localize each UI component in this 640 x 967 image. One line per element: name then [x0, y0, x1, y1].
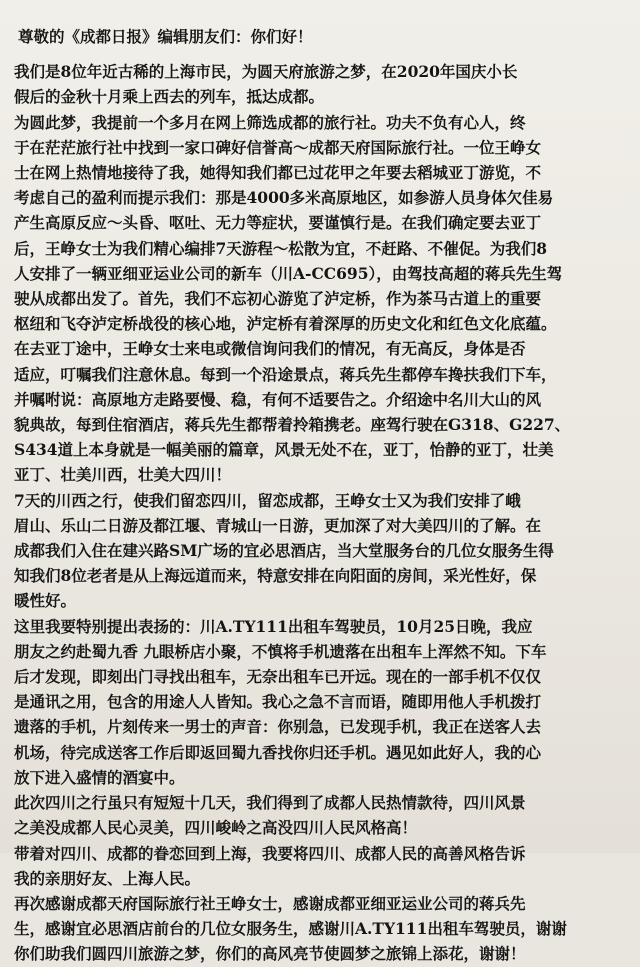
letter-line: 我们是8位年近古稀的上海市民，为圆天府旅游之梦，在2020年国庆小长 [14, 62, 518, 82]
letter-line: 朋友之约赴蜀九香 九眼桥店小聚，不慎将手机遗落在出租车上浑然不知。下车 [14, 641, 547, 661]
letter-line: 是通讯之用，包含的用途人人皆知。我心之急不言而语，随即用他人手机拨打 [14, 692, 542, 712]
paragraph-gap [14, 49, 626, 59]
letter-line: 考虑自己的盈利而提示我们：那是4000多米高原地区，如参游人员身体欠佳易 [14, 188, 554, 208]
letter-line: 人安排了一辆亚细亚运业公司的新车（川A-CC695），由驾技高超的蒋兵先生驾 [14, 263, 563, 283]
letter-line: 成都我们入住在建兴路SM广场的宜必思酒店，当大堂服务台的几位女服务生得 [14, 541, 554, 561]
letter-line: 带着对四川、成都的眷恋回到上海，我要将四川、成都人民的高善风格告诉 [14, 843, 526, 863]
letter-line: 生，感谢宜必思酒店前台的几位女服务生，感谢川A.TY111出租车驾驶员，谢谢 [14, 919, 567, 939]
letter-line: 并嘱咐说：高原地方走路要慢、稳，有何不适要告之。介绍途中名川大山的风 [14, 389, 542, 409]
letter-line: 放下进入盛情的酒宴中。 [14, 767, 185, 787]
letter-line: 适应，叮嘱我们注意休息。每到一个沿途景点，蒋兵先生都停车搀扶我们下车， [14, 364, 557, 384]
letter-line: 知我们8位老者是从上海远道而来，特意安排在向阳面的房间，采光性好，保 [14, 566, 537, 586]
letter-line: 后才发现，即刻出门寻找出租车，无奈出租车已开远。现在的一部手机不仅仅 [14, 667, 542, 687]
letter-line: 我的亲朋好友、上海人民。 [14, 868, 201, 888]
letter-line: 遗落的手机，片刻传来一男士的声音：你别急，已发现手机，我正在送客人去 [14, 717, 542, 737]
letter-line: 驶从成都出发了。首先，我们不忘初心游览了泸定桥，作为茶马古道上的重要 [14, 289, 542, 309]
letter-line: 貌典故，每到住宿酒店，蒋兵先生都帮着拎箱携老。座驾行驶在G318、G227、 [14, 415, 571, 435]
letter-line: 枢纽和飞夺泸定桥战役的核心地，泸定桥有着深厚的历史文化和红色文化底蕴。 [14, 314, 557, 334]
letter-line: 机场，待完成送客工作后即返回蜀九香找你归还手机。遇见如此好人，我的心 [14, 742, 542, 762]
letter-line: 为圆此梦，我提前一个多月在网上筛选成都的旅行社。功夫不负有心人，终 [14, 112, 526, 132]
letter-line: 再次感谢成都天府国际旅行社王峥女士，感谢成都亚细亚运业公司的蒋兵先 [14, 893, 526, 913]
letter-line: S434道上本身就是一幅美丽的篇章，风景无处不在，亚丁，怡静的亚丁，壮美 [14, 440, 554, 460]
letter-line: 之美没成都人民心灵美，四川峻岭之高没四川人民风格高！ [14, 818, 418, 838]
letter-line: 亚丁、壮美川西，壮美大四川！ [14, 465, 232, 485]
letter-line: 7天的川西之行，使我们留恋四川，留恋成都，王峥女士又为我们安排了峨 [14, 490, 521, 510]
letter-line: 这里我要特别提出表扬的：川A.TY111出租车驾驶员，10月25日晚，我应 [14, 616, 533, 636]
letter-line: 后，王峥女士为我们精心编排7天游程～松散为宜，不赶路、不催促。为我们8 [14, 238, 548, 258]
letter-line: 此次四川之行虽只有短短十几天，我们得到了成都人民热情款待，四川风景 [14, 793, 526, 813]
letter-line: 于在茫茫旅行社中找到一家口碑好信誉高～成都天府国际旅行社。一位王峥女 [14, 137, 542, 157]
letter-salutation: 尊敬的《成都日报》编辑朋友们：你们好！ [18, 27, 313, 46]
letter-line: 产生高原反应～头昏、呕吐、无力等症状，要谨慎行是。在我们确定要去亚丁 [14, 213, 542, 233]
letter-line: 在去亚丁途中，王峥女士来电或微信询问我们的情况，有无高反，身体是否 [14, 339, 526, 359]
letter-line: 假后的金秋十月乘上西去的列车，抵达成都。 [14, 87, 325, 107]
letter-line: 眉山、乐山二日游及都江堰、青城山一日游，更加深了对大美四川的了解。在 [14, 515, 542, 535]
letter-line: 士在网上热情地接待了我，她得知我们都已过花甲之年要去稻城亚丁游览，不 [14, 163, 542, 183]
letter-line: 暖性好。 [14, 591, 77, 611]
letter-body [14, 59, 626, 966]
letter-line: 你们助我们圆四川旅游之梦，你们的高风亮节使圆梦之旅锦上添花，谢谢！ [14, 944, 526, 964]
